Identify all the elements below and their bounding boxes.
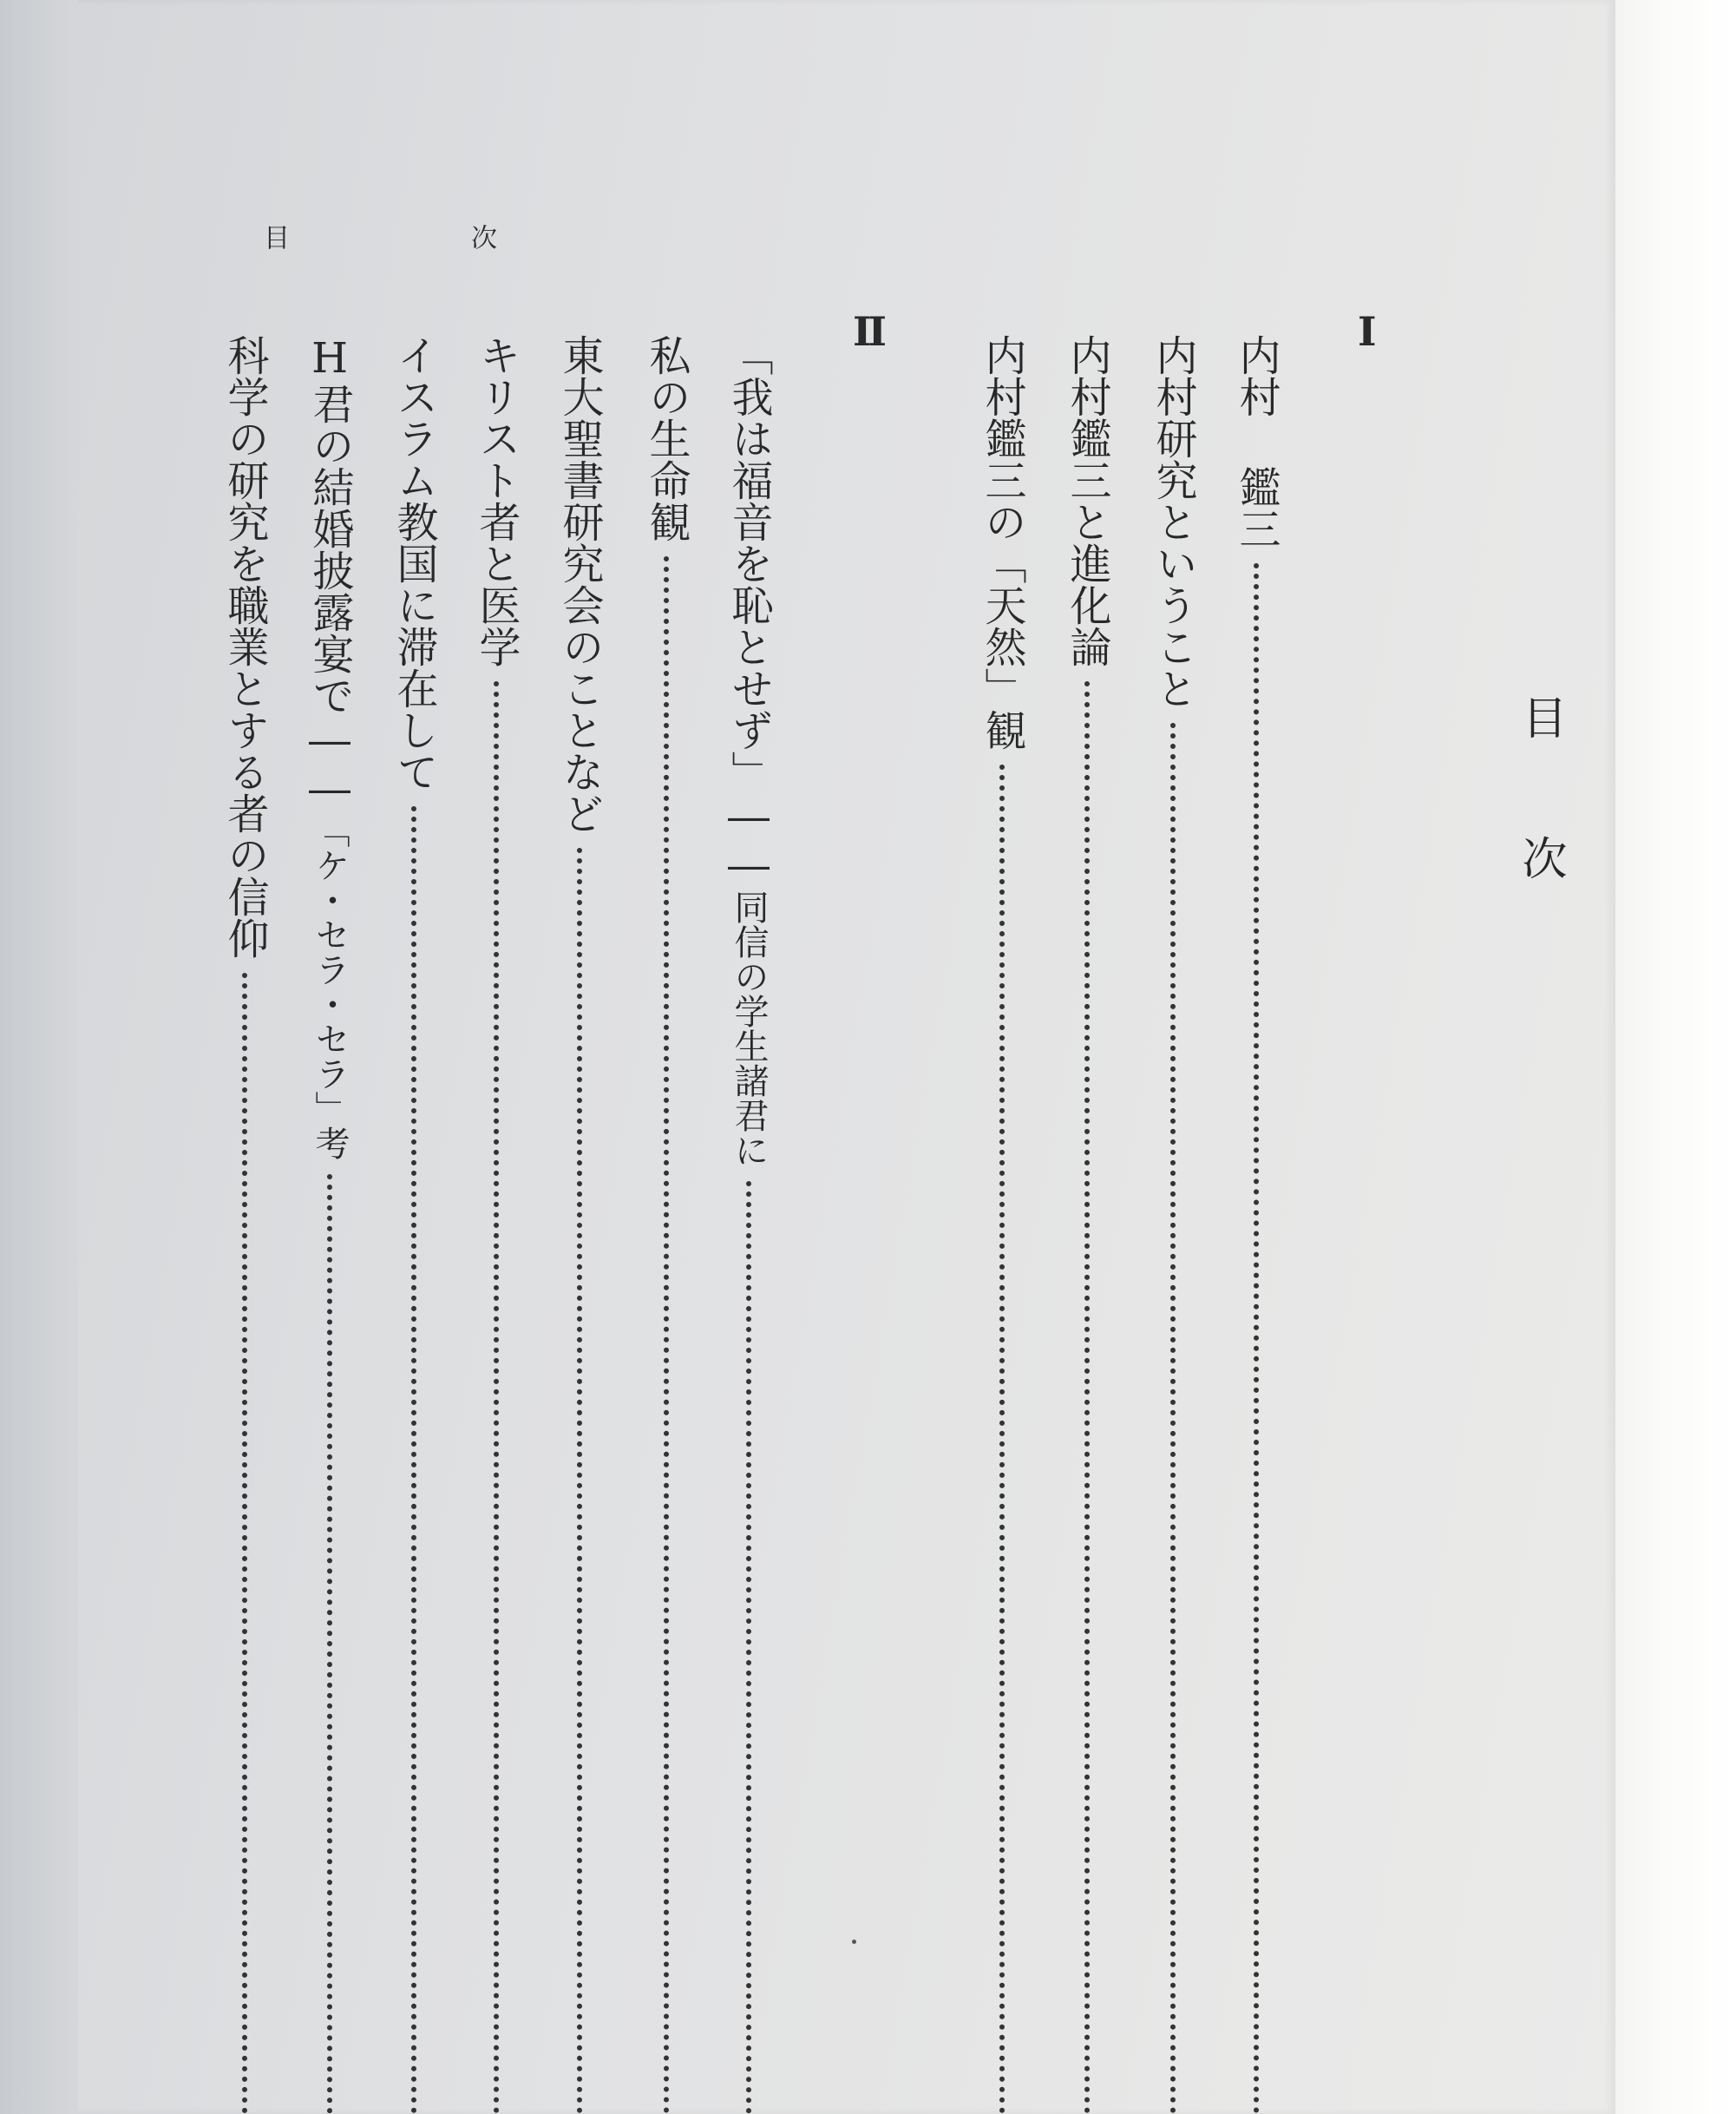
toc-entry[interactable] (723, 334, 775, 2114)
section-numeral-2: II (853, 308, 884, 355)
leader-dots (664, 556, 669, 2114)
leader-dots (327, 1174, 332, 2114)
toc-entry-title: 「我は福音を恥とせず」―― (724, 334, 773, 890)
page-title: 目次 (1514, 694, 1566, 975)
toc-entry-title: キリスト者と医学 (472, 334, 521, 667)
toc-entry-title: 内村鑑三と進化論 (1063, 334, 1111, 667)
leader-dots (1084, 681, 1090, 2114)
toc-entry[interactable] (976, 334, 1028, 2114)
toc-entry-title: イスラム教国に滞在して (390, 334, 438, 792)
running-head-left: 目 (259, 224, 289, 250)
toc-entry-title: 内村 鑑三 (1232, 334, 1281, 549)
leader-dots (999, 765, 1005, 2114)
page-edge-white (1615, 0, 1736, 2114)
toc-entry[interactable] (304, 334, 356, 2114)
leader-dots (1170, 723, 1176, 2114)
leader-dots (411, 806, 416, 2114)
toc-entry[interactable] (640, 334, 692, 2114)
toc-entry[interactable] (219, 334, 271, 2114)
toc-entry[interactable] (554, 334, 606, 2114)
toc-entry-subtitle: 同信の学生諸君に (729, 890, 769, 1167)
leader-dots (577, 848, 582, 2114)
running-head-right: 次 (466, 224, 496, 250)
leader-dots (746, 1181, 751, 2114)
section-numeral-1: I (1358, 308, 1373, 355)
paper-speck (852, 1940, 856, 1944)
toc-entry[interactable] (1147, 334, 1199, 2114)
leader-dots (242, 973, 247, 2114)
toc-entry-subtitle: 「ケ・セラ・セラ」考 (310, 813, 350, 1160)
toc-entry-title: 科学の研究を職業とする者の信仰 (220, 334, 269, 959)
toc-entry-title: 東大聖書研究会のことなど (555, 334, 604, 834)
toc-entry-title: H君の結婚披露宴で―― (305, 334, 354, 813)
toc-entry[interactable] (1061, 334, 1113, 2114)
toc-entry[interactable] (1230, 334, 1282, 2114)
toc-entry-title: 私の生命観 (642, 334, 691, 542)
leader-dots (494, 681, 499, 2114)
toc-entry[interactable] (470, 334, 522, 2114)
toc-entry-title: 内村研究ということ (1149, 334, 1197, 709)
toc-entry-title: 内村鑑三の「天然」観 (978, 334, 1026, 751)
toc-entry[interactable] (388, 334, 440, 2114)
leader-dots (1254, 563, 1259, 2114)
